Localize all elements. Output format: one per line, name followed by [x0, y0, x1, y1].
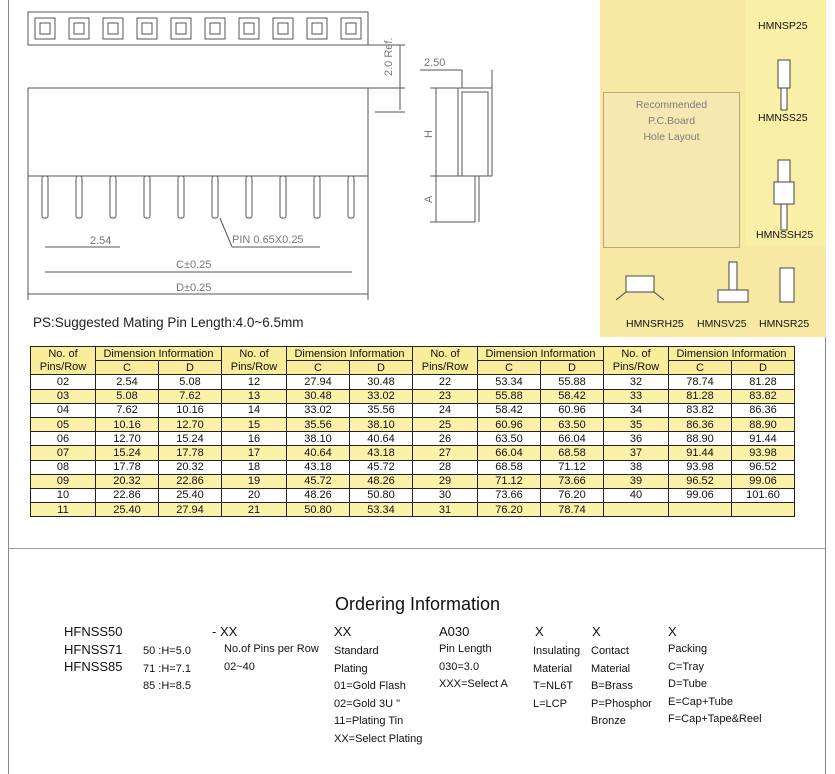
length-code: A030: [439, 624, 470, 639]
header-dimension-information: Dimension Information: [287, 347, 413, 361]
pins-description: No.of Pins per Row 02~40: [224, 643, 319, 673]
pins-cell: 05: [31, 417, 96, 431]
d-value-cell: 7.62: [159, 389, 222, 403]
d-value-cell: 43.18: [350, 446, 413, 460]
pins-cell: 03: [31, 389, 96, 403]
c-value-cell: 83.82: [669, 403, 732, 417]
table-row: [31, 503, 795, 517]
pin: [314, 176, 320, 218]
d-value-cell: 91.44: [732, 432, 795, 446]
c-value-cell: 63.50: [478, 432, 541, 446]
d-value-cell: 78.74: [541, 503, 604, 517]
d-value-cell: 81.28: [732, 375, 795, 389]
header-d: D: [732, 361, 795, 375]
header-pins-per-row: No. of Pins/Row: [413, 347, 478, 375]
c-value-cell: 35.56: [287, 417, 350, 431]
pin: [144, 176, 150, 218]
header-c: C: [287, 361, 350, 375]
c-value-cell: 78.74: [669, 375, 732, 389]
header-d: D: [541, 361, 604, 375]
c-value-cell: 66.04: [478, 446, 541, 460]
pins-cell: 02: [31, 375, 96, 389]
pins-cell: 31: [413, 503, 478, 517]
pin: [348, 176, 354, 218]
d-value-cell: 66.04: [541, 432, 604, 446]
c-value-cell: 22.86: [96, 488, 159, 502]
pins-cell: 09: [31, 474, 96, 488]
c-value-cell: 5.08: [96, 389, 159, 403]
series-list: HFNSS50 HFNSS71 HFNSS85: [64, 624, 123, 675]
pcb-title: Recommended P.C.Board Hole Layout: [635, 99, 708, 143]
pins-cell: 30: [413, 488, 478, 502]
table-row: [31, 488, 795, 502]
pins-cell: 04: [31, 403, 96, 417]
plating-code: XX: [334, 624, 352, 639]
pins-cell: 32: [604, 375, 669, 389]
ordering-title: Ordering Information: [334, 594, 501, 614]
c-value-cell: 30.48: [287, 389, 350, 403]
table-row: [31, 403, 795, 417]
pins-cell: 13: [222, 389, 287, 403]
c-value-cell: 99.06: [669, 488, 732, 502]
d-value-cell: 10.16: [159, 403, 222, 417]
pin: [178, 176, 184, 218]
c-value-cell: 7.62: [96, 403, 159, 417]
c-value-cell: 38.10: [287, 432, 350, 446]
d-value-cell: 83.82: [732, 389, 795, 403]
a-dimension-label: A: [423, 195, 435, 203]
d-value-cell: 45.72: [350, 460, 413, 474]
height-list: 50 :H=5.0 71 :H=7.1 85 :H=8.5: [143, 645, 192, 693]
pins-code: - XX: [212, 624, 238, 639]
pins-cell: 06: [31, 432, 96, 446]
d-value-cell: 30.48: [350, 375, 413, 389]
c-dimension-label: C±0.25: [176, 259, 212, 271]
pins-cell: 12: [222, 375, 287, 389]
c-value-cell: 2.54: [96, 375, 159, 389]
pins-cell: 28: [413, 460, 478, 474]
pin: [246, 176, 252, 218]
c-value-cell: 48.26: [287, 488, 350, 502]
pins-cell: 34: [604, 403, 669, 417]
pcb-hole-layout: [603, 92, 740, 248]
c-value-cell: 12.70: [96, 432, 159, 446]
pitch-top-label: 2.50: [424, 57, 446, 69]
c-value-cell: 71.12: [478, 474, 541, 488]
pin-size-label: PIN 0.65X0.25: [232, 234, 304, 246]
d-value-cell: 96.52: [732, 460, 795, 474]
header-pins-per-row: No. of Pins/Row: [31, 347, 96, 375]
d-value-cell: 101.60: [732, 488, 795, 502]
contact-description: Contact Material B=Brass P=Phosphor Bronze: [591, 645, 652, 728]
h-dimension-label: H: [423, 130, 435, 138]
c-value-cell: 88.90: [669, 432, 732, 446]
pins-cell: 18: [222, 460, 287, 474]
pins-cell: 40: [604, 488, 669, 502]
packing-description: Packing C=Tray D=Tube E=Cap+Tube F=Cap+Tape&Reel: [668, 643, 762, 726]
header-c: C: [669, 361, 732, 375]
c-value-cell: 91.44: [669, 446, 732, 460]
d-value-cell: 76.20: [541, 488, 604, 502]
d-value-cell: 38.10: [350, 417, 413, 431]
c-value-cell: 60.96: [478, 417, 541, 431]
pins-cell: 37: [604, 446, 669, 460]
d-value-cell: 68.58: [541, 446, 604, 460]
d-value-cell: 40.64: [350, 432, 413, 446]
pin: [110, 176, 116, 218]
pins-cell: 08: [31, 460, 96, 474]
c-value-cell: 27.94: [287, 375, 350, 389]
header-d: D: [350, 361, 413, 375]
pins-cell: 11: [31, 503, 96, 517]
c-value-cell: 17.78: [96, 460, 159, 474]
pins-cell: 27: [413, 446, 478, 460]
c-value-cell: 81.28: [669, 389, 732, 403]
header-d: D: [159, 361, 222, 375]
d-value-cell: 55.88: [541, 375, 604, 389]
insulating-description: Insulating Material T=NL6T L=LCP: [533, 645, 581, 710]
dimension-table-grid: [30, 346, 795, 517]
variant-hmnsp25-label: HMNSP25: [758, 20, 808, 32]
d-value-cell: 71.12: [541, 460, 604, 474]
c-value-cell: 73.66: [478, 488, 541, 502]
c-value-cell: 86.36: [669, 417, 732, 431]
c-value-cell: 50.80: [287, 503, 350, 517]
c-value-cell: 58.42: [478, 403, 541, 417]
d-value-cell: 53.34: [350, 503, 413, 517]
c-value-cell: 53.34: [478, 375, 541, 389]
c-value-cell: 93.98: [669, 460, 732, 474]
c-value-cell: 40.64: [287, 446, 350, 460]
pins-cell: 38: [604, 460, 669, 474]
d-value-cell: 27.94: [159, 503, 222, 517]
table-row: [31, 446, 795, 460]
mating-pin-note: PS:Suggested Mating Pin Length:4.0~6.5mm: [33, 315, 304, 330]
variant-hmnsr25-label: HMNSR25: [759, 318, 810, 330]
c-value-cell: 68.58: [478, 460, 541, 474]
header-dimension-information: Dimension Information: [96, 347, 222, 361]
c-value-cell: 25.40: [96, 503, 159, 517]
d-value-cell: 17.78: [159, 446, 222, 460]
table-row: [31, 432, 795, 446]
pins-cell: 39: [604, 474, 669, 488]
pins-cell: 22: [413, 375, 478, 389]
d-value-cell: 22.86: [159, 474, 222, 488]
c-value-cell: 15.24: [96, 446, 159, 460]
pin: [280, 176, 286, 218]
d-value-cell: 33.02: [350, 389, 413, 403]
pins-cell: 24: [413, 403, 478, 417]
header-c: C: [478, 361, 541, 375]
variant-hmnssh25-label: HMNSSH25: [756, 229, 814, 241]
c-value-cell: 76.20: [478, 503, 541, 517]
pins-cell: 29: [413, 474, 478, 488]
d-value-cell: 5.08: [159, 375, 222, 389]
d-value-cell: 88.90: [732, 417, 795, 431]
pin: [76, 176, 82, 218]
insulating-code: X: [535, 624, 544, 639]
d-value-cell: 73.66: [541, 474, 604, 488]
d-value-cell: 12.70: [159, 417, 222, 431]
d-value-cell: 20.32: [159, 460, 222, 474]
pins-cell: 25: [413, 417, 478, 431]
c-value-cell: 55.88: [478, 389, 541, 403]
d-value-cell: 86.36: [732, 403, 795, 417]
table-row: [31, 474, 795, 488]
pins-cell: 23: [413, 389, 478, 403]
ref-dimension-label: 2.0 Ref.: [383, 37, 395, 76]
c-value-cell: 45.72: [287, 474, 350, 488]
c-value-cell: 10.16: [96, 417, 159, 431]
dimension-table: [30, 346, 795, 517]
pins-cell: 21: [222, 503, 287, 517]
c-value-cell: 33.02: [287, 403, 350, 417]
table-row: [31, 375, 795, 389]
header-pins-per-row: No. of Pins/Row: [604, 347, 669, 375]
d-value-cell: [732, 503, 795, 517]
pitch-label: 2.54: [90, 235, 112, 247]
d-value-cell: 48.26: [350, 474, 413, 488]
header-dimension-information: Dimension Information: [669, 347, 795, 361]
d-value-cell: 35.56: [350, 403, 413, 417]
packing-code: X: [668, 624, 677, 639]
d-value-cell: 15.24: [159, 432, 222, 446]
pins-cell: 19: [222, 474, 287, 488]
pins-cell: 20: [222, 488, 287, 502]
variant-hmnsrh25-label: HMNSRH25: [626, 318, 684, 330]
section-divider: [9, 548, 825, 549]
pins-cell: 10: [31, 488, 96, 502]
pins-cell: 33: [604, 389, 669, 403]
pin: [42, 176, 48, 218]
pin: [212, 176, 218, 218]
d-dimension-label: D±0.25: [176, 282, 212, 294]
d-value-cell: 93.98: [732, 446, 795, 460]
pins-cell: [604, 503, 669, 517]
d-value-cell: 25.40: [159, 488, 222, 502]
pins-cell: 26: [413, 432, 478, 446]
pins-cell: 07: [31, 446, 96, 460]
variant-hmnss25-label: HMNSS25: [758, 112, 808, 124]
d-value-cell: 99.06: [732, 474, 795, 488]
contact-code: X: [592, 624, 601, 639]
table-row: [31, 389, 795, 403]
d-value-cell: 60.96: [541, 403, 604, 417]
c-value-cell: [669, 503, 732, 517]
table-row: [31, 460, 795, 474]
pins-cell: 17: [222, 446, 287, 460]
c-value-cell: 96.52: [669, 474, 732, 488]
header-dimension-information: Dimension Information: [478, 347, 604, 361]
d-value-cell: 58.42: [541, 389, 604, 403]
header-pins-per-row: No. of Pins/Row: [222, 347, 287, 375]
c-value-cell: 20.32: [96, 474, 159, 488]
table-row: [31, 417, 795, 431]
pins-cell: 14: [222, 403, 287, 417]
plating-description: Standard Plating 01=Gold Flash 02=Gold 3U " 11=Plating Tin XX=Select Plating: [334, 645, 423, 745]
pins-cell: 35: [604, 417, 669, 431]
pins-cell: 16: [222, 432, 287, 446]
c-value-cell: 43.18: [287, 460, 350, 474]
header-c: C: [96, 361, 159, 375]
length-description: Pin Length 030=3.0 XXX=Select A: [439, 643, 508, 691]
d-value-cell: 50.80: [350, 488, 413, 502]
d-value-cell: 63.50: [541, 417, 604, 431]
pins-cell: 15: [222, 417, 287, 431]
pins-cell: 36: [604, 432, 669, 446]
variant-hmnsv25-label: HMNSV25: [697, 318, 747, 330]
